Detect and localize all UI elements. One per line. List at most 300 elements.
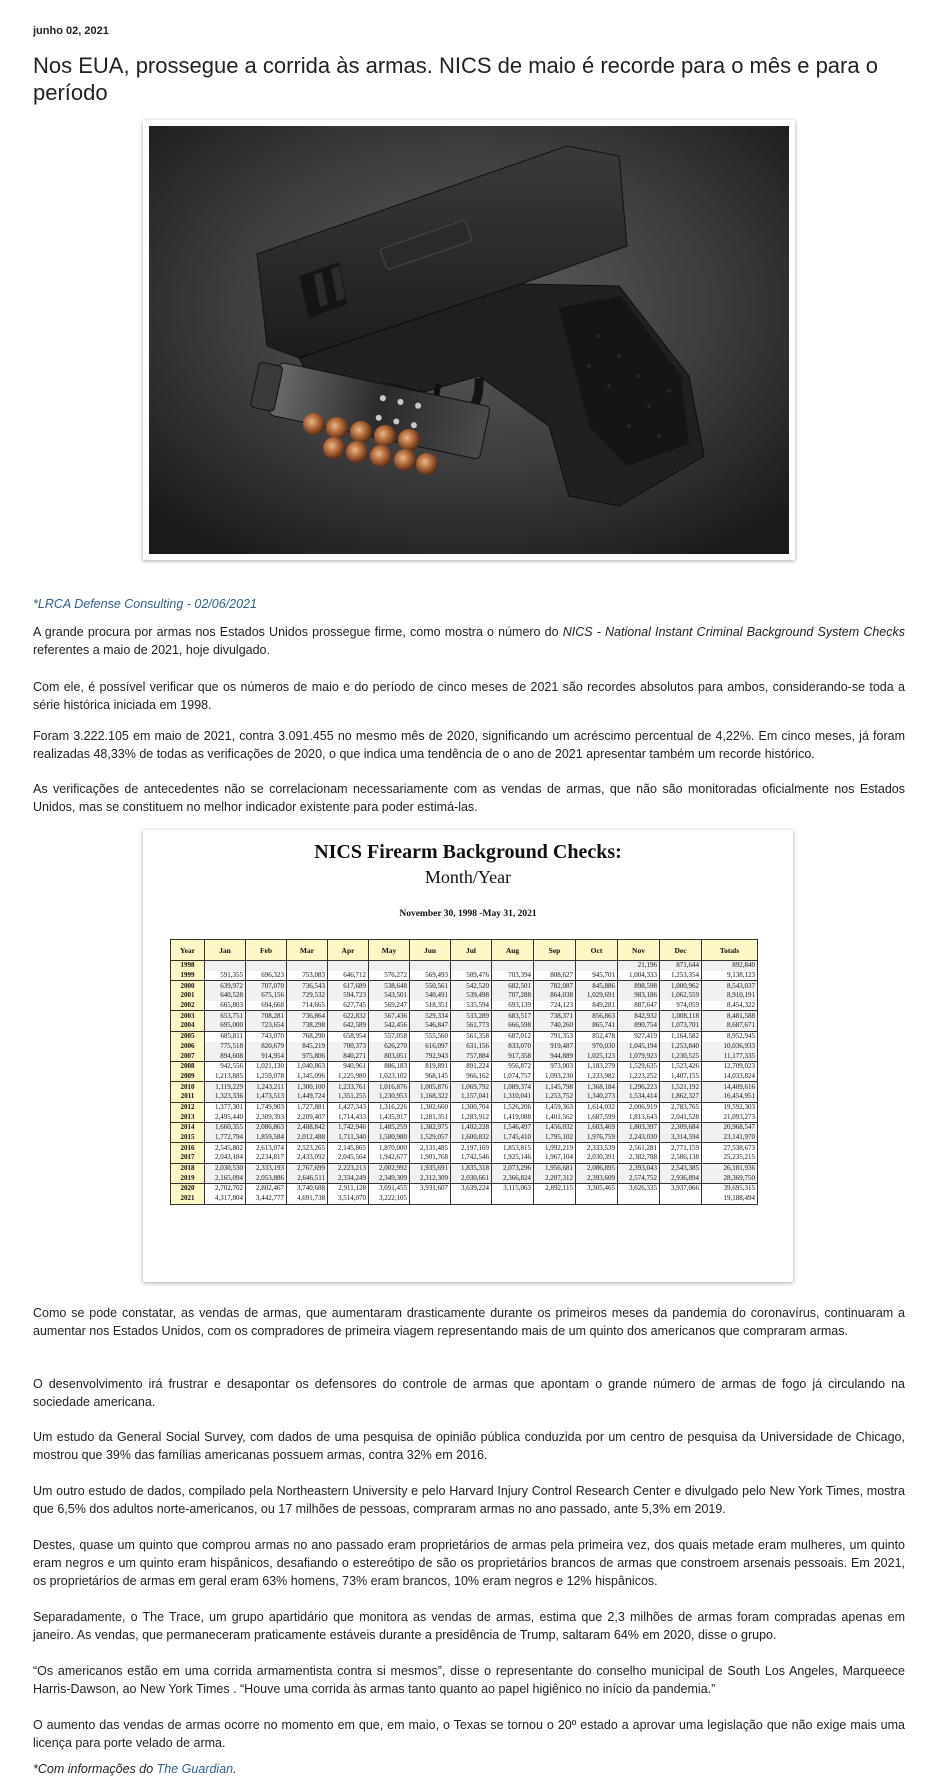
month-cell: 2,771,159 xyxy=(660,1143,702,1153)
month-cell: 1,119,229 xyxy=(205,1082,246,1092)
month-cell: 833,070 xyxy=(492,1042,534,1052)
month-cell: 1,377,301 xyxy=(205,1102,246,1112)
month-cell: 3,442,777 xyxy=(246,1194,287,1204)
month-cell: 1,745,410 xyxy=(492,1133,534,1143)
month-cell: 740,260 xyxy=(534,1021,576,1031)
post-title[interactable]: Nos EUA, prossegue a corrida às armas. NICS de maio é recorde para o mês e para o período xyxy=(33,53,878,105)
column-header: Apr xyxy=(328,940,369,961)
paragraph-4: As verificações de antecedentes não se correlacionam necessariamente com as vendas de armas, que não são monitoradas oficialmente nos Estados Unidos, mas se constituem no melhor indicador existente para poder estimá-las. xyxy=(33,782,905,814)
month-cell: 682,501 xyxy=(492,981,534,991)
month-cell: 1,523,426 xyxy=(660,1061,702,1071)
month-cell: 2,393,043 xyxy=(618,1163,660,1173)
guardian-link[interactable]: The Guardian xyxy=(156,1762,234,1776)
month-cell: 1,296,223 xyxy=(618,1082,660,1092)
month-cell: 696,323 xyxy=(246,971,287,981)
month-cell: 1,079,923 xyxy=(618,1051,660,1061)
paragraph-6: O desenvolvimento irá frustrar e desapontar os defensores do controle de armas que apontam o grande número de armas de fogo já circulando na sociedade americana. xyxy=(33,1377,905,1409)
month-cell: 2,767,699 xyxy=(287,1163,328,1173)
total-cell: 9,138,123 xyxy=(702,971,758,981)
month-cell: 2,586,138 xyxy=(660,1153,702,1163)
month-cell: 2,234,817 xyxy=(246,1153,287,1163)
month-cell: 535,594 xyxy=(451,1001,492,1011)
total-cell: 39,695,315 xyxy=(702,1184,758,1194)
month-cell xyxy=(576,1194,618,1204)
footer-credit-prefix: *Com informações do xyxy=(33,1762,157,1776)
month-cell: 576,272 xyxy=(369,971,410,981)
table-row xyxy=(171,1173,758,1183)
month-cell: 1,302,660 xyxy=(410,1102,451,1112)
month-cell: 753,083 xyxy=(287,971,328,981)
year-cell: 2015 xyxy=(171,1133,205,1143)
month-cell: 917,358 xyxy=(492,1051,534,1061)
month-cell: 1,859,584 xyxy=(246,1133,287,1143)
year-cell: 2005 xyxy=(171,1031,205,1041)
month-cell: 1,004,333 xyxy=(618,971,660,981)
month-cell: 683,517 xyxy=(492,1011,534,1021)
month-cell: 2,802,467 xyxy=(246,1184,287,1194)
month-cell: 1,402,228 xyxy=(451,1123,492,1133)
month-cell: 2,349,309 xyxy=(369,1173,410,1183)
table-row xyxy=(171,1021,758,1031)
month-cell: 944,889 xyxy=(534,1051,576,1061)
footer-credit-suffix: . xyxy=(233,1762,237,1776)
table-row xyxy=(171,1133,758,1143)
month-cell: 729,532 xyxy=(287,991,328,1001)
month-cell xyxy=(246,961,287,971)
month-cell: 1,534,414 xyxy=(618,1092,660,1102)
month-cell: 2,543,385 xyxy=(660,1163,702,1173)
month-cell: 4,317,804 xyxy=(205,1194,246,1204)
month-cell: 1,603,469 xyxy=(576,1123,618,1133)
month-cell: 1,407,155 xyxy=(660,1072,702,1082)
paragraph-8: Um outro estudo de dados, compilado pela Northeastern University e pelo Harvard Injury Control Research Center e divulgado pelo New York Times, mostra que 6,5% dos adultos norte-americanos, ou 17 milhões de pessoas, compraram armas no ano passado, ante 5,3% em 2019. xyxy=(33,1484,905,1516)
month-cell: 639,972 xyxy=(205,981,246,991)
month-cell: 1,835,318 xyxy=(451,1163,492,1173)
table-row xyxy=(171,981,758,991)
nics-table-image[interactable] xyxy=(143,830,793,1282)
month-cell: 1,062,559 xyxy=(660,991,702,1001)
month-cell: 738,371 xyxy=(534,1011,576,1021)
month-cell: 1,992,219 xyxy=(534,1143,576,1153)
month-cell: 2,333,539 xyxy=(576,1143,618,1153)
month-cell: 2,574,752 xyxy=(618,1173,660,1183)
month-cell: 974,059 xyxy=(660,1001,702,1011)
month-cell xyxy=(205,961,246,971)
month-cell: 1,419,088 xyxy=(492,1112,534,1122)
month-cell: 569,247 xyxy=(369,1001,410,1011)
column-header: May xyxy=(369,940,410,961)
month-cell: 3,091,455 xyxy=(369,1184,410,1194)
year-cell: 1999 xyxy=(171,971,205,981)
month-cell: 2,145,865 xyxy=(328,1143,369,1153)
month-cell: 2,209,407 xyxy=(287,1112,328,1122)
month-cell xyxy=(618,1194,660,1204)
month-cell: 3,937,066 xyxy=(660,1184,702,1194)
month-cell: 808,627 xyxy=(534,971,576,981)
month-cell: 956,872 xyxy=(492,1061,534,1071)
month-cell: 1,614,032 xyxy=(576,1102,618,1112)
year-cell: 2020 xyxy=(171,1184,205,1194)
table-row xyxy=(171,1184,758,1194)
month-cell: 1,225,980 xyxy=(328,1072,369,1082)
month-cell: 3,639,224 xyxy=(451,1184,492,1194)
month-cell: 2,165,094 xyxy=(205,1173,246,1183)
month-cell: 782,087 xyxy=(534,981,576,991)
month-cell: 724,123 xyxy=(534,1001,576,1011)
month-cell: 2,523,265 xyxy=(287,1143,328,1153)
month-cell: 983,186 xyxy=(618,991,660,1001)
month-cell: 890,754 xyxy=(618,1021,660,1031)
month-cell: 2,041,528 xyxy=(660,1112,702,1122)
column-header: Sep xyxy=(534,940,576,961)
column-header: Oct xyxy=(576,940,618,961)
month-cell: 1,600,832 xyxy=(451,1133,492,1143)
month-cell: 1,164,582 xyxy=(660,1031,702,1041)
month-cell: 631,156 xyxy=(451,1042,492,1052)
month-cell: 542,456 xyxy=(369,1021,410,1031)
month-cell: 1,016,876 xyxy=(369,1082,410,1092)
month-cell: 2,030,661 xyxy=(451,1173,492,1183)
month-cell: 1,382,975 xyxy=(410,1123,451,1133)
month-cell: 840,271 xyxy=(328,1051,369,1061)
year-cell: 2012 xyxy=(171,1102,205,1112)
month-cell: 666,598 xyxy=(492,1021,534,1031)
month-cell: 975,806 xyxy=(287,1051,328,1061)
column-header: Mar xyxy=(287,940,328,961)
nics-table xyxy=(170,939,758,1205)
month-cell: 1,351,255 xyxy=(328,1092,369,1102)
month-cell: 2,086,895 xyxy=(576,1163,618,1173)
month-cell: 695,000 xyxy=(205,1021,246,1031)
month-cell: 1,281,351 xyxy=(410,1112,451,1122)
month-cell: 1,967,104 xyxy=(534,1153,576,1163)
month-cell: 2,043,184 xyxy=(205,1153,246,1163)
paragraph-7: Um estudo da General Social Survey, com dados de uma pesquisa de opinião pública conduzida por um centro de pesquisa da Universidade de Chicago, mostrou que 39% das famílias americanas possuem armas, contra 32% em 2016. xyxy=(33,1430,905,1462)
month-cell: 891,224 xyxy=(451,1061,492,1071)
paragraph-5: Como se pode constatar, as vendas de armas, que aumentaram drasticamente durante os primeiros meses da pandemia do coronavírus, continuaram a aumentar nos Estados Unidos, com os compradores de primeira viagem representando mais de um quinto dos americanos que compraram armas. xyxy=(33,1306,905,1338)
month-cell: 589,476 xyxy=(451,971,492,981)
month-cell: 894,608 xyxy=(205,1051,246,1061)
year-cell: 2016 xyxy=(171,1143,205,1153)
month-cell: 1,023,102 xyxy=(369,1072,410,1082)
month-cell: 1,029,691 xyxy=(576,991,618,1001)
table-row xyxy=(171,1031,758,1041)
year-cell: 2001 xyxy=(171,991,205,1001)
month-cell: 626,270 xyxy=(369,1042,410,1052)
table-row xyxy=(171,971,758,981)
source-credit[interactable]: *LRCA Defense Consulting - 02/06/2021 xyxy=(33,597,257,611)
month-cell: 1,213,885 xyxy=(205,1072,246,1082)
month-cell: 1,742,946 xyxy=(328,1123,369,1133)
month-cell: 1,074,757 xyxy=(492,1072,534,1082)
month-cell: 1,223,252 xyxy=(618,1072,660,1082)
column-header: Jul xyxy=(451,940,492,961)
month-cell: 942,556 xyxy=(205,1061,246,1071)
month-cell: 768,290 xyxy=(287,1031,328,1041)
total-cell: 892,840 xyxy=(702,961,758,971)
month-cell: 1,687,599 xyxy=(576,1112,618,1122)
month-cell: 2,561,281 xyxy=(618,1143,660,1153)
month-cell xyxy=(328,961,369,971)
total-cell: 8,543,037 xyxy=(702,981,758,991)
total-cell: 25,235,215 xyxy=(702,1153,758,1163)
month-cell xyxy=(492,1194,534,1204)
month-cell: 945,701 xyxy=(576,971,618,981)
column-header: Dec xyxy=(660,940,702,961)
month-cell: 1,230,953 xyxy=(369,1092,410,1102)
month-cell: 1,427,343 xyxy=(328,1102,369,1112)
month-cell: 1,345,096 xyxy=(287,1072,328,1082)
month-cell xyxy=(369,961,410,971)
month-cell: 708,281 xyxy=(246,1011,287,1021)
month-cell: 538,648 xyxy=(369,981,410,991)
month-cell: 646,712 xyxy=(328,971,369,981)
month-cell: 2,495,440 xyxy=(205,1112,246,1122)
month-cell: 714,665 xyxy=(287,1001,328,1011)
month-cell: 617,689 xyxy=(328,981,369,991)
month-cell: 2,002,992 xyxy=(369,1163,410,1173)
month-cell: 1,073,701 xyxy=(660,1021,702,1031)
month-cell: 1,714,433 xyxy=(328,1112,369,1122)
total-cell: 19,188,494 xyxy=(702,1194,758,1204)
month-cell: 1,853,815 xyxy=(492,1143,534,1153)
total-cell: 26,181,936 xyxy=(702,1163,758,1173)
paragraph-9: Destes, quase um quinto que comprou armas no ano passado eram proprietários de armas pela primeira vez, dos quais metade eram mulheres, um quinto eram negros e um quinto eram hispânicos, desafiando o estereótipo de são os proprietários brancos de armas que constroem arsenais pessoais. Em 2021, os proprietários de armas em geral eram 63% homens, 73% eram brancos, 10% eram negros e 12% hispânicos. xyxy=(33,1538,905,1588)
table-period: November 30, 1998 -May 31, 2021 xyxy=(399,909,537,919)
month-cell: 1,813,643 xyxy=(618,1112,660,1122)
month-cell: 1,456,032 xyxy=(534,1123,576,1133)
month-cell: 594,723 xyxy=(328,991,369,1001)
table-row xyxy=(171,1092,758,1102)
year-cell: 2009 xyxy=(171,1072,205,1082)
month-cell: 738,298 xyxy=(287,1021,328,1031)
month-cell: 2,613,074 xyxy=(246,1143,287,1153)
month-cell: 707,070 xyxy=(246,981,287,991)
month-cell: 640,528 xyxy=(205,991,246,1001)
year-cell: 2013 xyxy=(171,1112,205,1122)
month-cell: 1,529,635 xyxy=(618,1061,660,1071)
month-cell: 2,646,511 xyxy=(287,1173,328,1183)
month-cell: 2,006,919 xyxy=(618,1102,660,1112)
total-cell: 20,968,547 xyxy=(702,1123,758,1133)
table-row xyxy=(171,1163,758,1173)
month-cell: 1,401,562 xyxy=(534,1112,576,1122)
month-cell: 1,485,259 xyxy=(369,1123,410,1133)
month-cell: 3,305,465 xyxy=(576,1184,618,1194)
month-cell: 3,626,335 xyxy=(618,1184,660,1194)
month-cell: 1,901,768 xyxy=(410,1153,451,1163)
month-cell: 1,323,336 xyxy=(205,1092,246,1102)
month-cell: 1,368,184 xyxy=(576,1082,618,1092)
table-row xyxy=(171,961,758,971)
paragraph-2: Com ele, é possível verificar que os números de maio e do período de cinco meses de 2021 são recordes absolutos para ambos, considerando-se toda a série histórica iniciada em 1998. xyxy=(33,680,905,712)
table-title: NICS Firearm Background Checks: xyxy=(314,841,622,863)
month-cell: 1,956,681 xyxy=(534,1163,576,1173)
month-cell: 1,183,279 xyxy=(576,1061,618,1071)
month-cell: 2,366,824 xyxy=(492,1173,534,1183)
total-cell: 8,952,945 xyxy=(702,1031,758,1041)
month-cell: 21,196 xyxy=(618,961,660,971)
month-cell: 819,891 xyxy=(410,1061,451,1071)
month-cell: 940,961 xyxy=(328,1061,369,1071)
month-cell: 703,394 xyxy=(492,971,534,981)
month-cell: 1,942,677 xyxy=(369,1153,410,1163)
month-cell: 687,012 xyxy=(492,1031,534,1041)
table-row xyxy=(171,1072,758,1082)
month-cell: 642,589 xyxy=(328,1021,369,1031)
month-cell: 3,314,594 xyxy=(660,1133,702,1143)
month-cell: 849,281 xyxy=(576,1001,618,1011)
month-cell xyxy=(451,961,492,971)
pistol-photo[interactable] xyxy=(149,126,789,554)
month-cell: 2,911,128 xyxy=(328,1184,369,1194)
paragraph-11: “Os americanos estão em uma corrida armamentista contra si mesmos”, disse o representante do conselho municipal de South Los Angeles, Marqueece Harris-Dawson, ao New York Times . “Houve uma corrida às armas tanto quanto ao papel higiênico no início da pandemia.” xyxy=(33,1664,905,1696)
paragraph-3: Foram 3.222.105 em maio de 2021, contra 3.091.455 no mesmo mês de 2020, significando um acréscimo percentual de 4,22%. Em cinco meses, já foram realizadas 48,33% de todas as verificações de 2020, o que indica uma tendência de o ano de 2021 apresentar também um recorde histórico. xyxy=(33,729,905,761)
month-cell xyxy=(534,961,576,971)
table-row xyxy=(171,1011,758,1021)
month-cell: 1,935,691 xyxy=(410,1163,451,1173)
month-cell: 4,691,738 xyxy=(287,1194,328,1204)
month-cell: 1,253,354 xyxy=(660,971,702,981)
paragraph-1-text-end: referentes a maio de 2021, hoje divulgado. xyxy=(33,643,270,657)
month-cell: 543,501 xyxy=(369,991,410,1001)
month-cell: 1,660,355 xyxy=(205,1123,246,1133)
month-cell: 3,931,607 xyxy=(410,1184,451,1194)
month-cell: 2,488,842 xyxy=(287,1123,328,1133)
footer-credit xyxy=(33,1762,237,1776)
month-cell: 820,679 xyxy=(246,1042,287,1052)
month-cell: 1,526,206 xyxy=(492,1102,534,1112)
month-cell: 968,145 xyxy=(410,1072,451,1082)
month-cell: 842,932 xyxy=(618,1011,660,1021)
month-cell: 539,498 xyxy=(451,991,492,1001)
month-cell: 561,773 xyxy=(451,1021,492,1031)
month-cell: 1,300,100 xyxy=(287,1082,328,1092)
month-cell: 694,668 xyxy=(246,1001,287,1011)
month-cell: 1,000,962 xyxy=(660,981,702,991)
month-cell: 1,093,230 xyxy=(534,1072,576,1082)
month-cell: 2,207,312 xyxy=(534,1173,576,1183)
month-cell: 700,373 xyxy=(328,1042,369,1052)
month-cell: 3,740,688 xyxy=(287,1184,328,1194)
month-cell: 1,168,322 xyxy=(410,1092,451,1102)
month-cell: 856,863 xyxy=(576,1011,618,1021)
year-cell: 2019 xyxy=(171,1173,205,1183)
month-cell: 2,309,684 xyxy=(660,1123,702,1133)
month-cell: 2,309,393 xyxy=(246,1112,287,1122)
month-cell: 685,811 xyxy=(205,1031,246,1041)
total-cell: 11,177,335 xyxy=(702,1051,758,1061)
month-cell: 542,520 xyxy=(451,981,492,991)
year-cell: 2000 xyxy=(171,981,205,991)
column-header: Jan xyxy=(205,940,246,961)
total-cell: 8,454,322 xyxy=(702,1001,758,1011)
paragraph-1 xyxy=(33,623,905,659)
table-row xyxy=(171,1102,758,1112)
column-header: Jun xyxy=(410,940,451,961)
year-cell: 1998 xyxy=(171,961,205,971)
month-cell: 550,561 xyxy=(410,981,451,991)
month-cell xyxy=(576,961,618,971)
month-cell: 792,943 xyxy=(410,1051,451,1061)
month-cell: 693,139 xyxy=(492,1001,534,1011)
month-cell: 1,862,327 xyxy=(660,1092,702,1102)
month-cell: 707,288 xyxy=(492,991,534,1001)
month-cell: 2,012,488 xyxy=(287,1133,328,1143)
month-cell: 966,162 xyxy=(451,1072,492,1082)
month-cell: 1,089,374 xyxy=(492,1082,534,1092)
month-cell: 2,053,886 xyxy=(246,1173,287,1183)
pistol-photo-frame[interactable] xyxy=(143,120,795,560)
month-cell: 845,886 xyxy=(576,981,618,991)
table-row xyxy=(171,1123,758,1133)
month-cell: 1,473,513 xyxy=(246,1092,287,1102)
month-cell: 1,316,226 xyxy=(369,1102,410,1112)
total-cell: 10,036,933 xyxy=(702,1042,758,1052)
month-cell: 1,742,546 xyxy=(451,1153,492,1163)
total-cell: 12,709,023 xyxy=(702,1061,758,1071)
month-cell: 1,157,041 xyxy=(451,1092,492,1102)
month-cell: 1,253,752 xyxy=(534,1092,576,1102)
column-header: Totals xyxy=(702,940,758,961)
year-cell: 2010 xyxy=(171,1082,205,1092)
month-cell: 540,491 xyxy=(410,991,451,1001)
month-cell: 2,702,702 xyxy=(205,1184,246,1194)
month-cell: 1,449,724 xyxy=(287,1092,328,1102)
total-cell: 23,141,970 xyxy=(702,1133,758,1143)
total-cell: 19,592,303 xyxy=(702,1102,758,1112)
month-cell: 627,745 xyxy=(328,1001,369,1011)
month-cell: 845,219 xyxy=(287,1042,328,1052)
table-subtitle: Month/Year xyxy=(424,867,512,887)
month-cell: 533,289 xyxy=(451,1011,492,1021)
year-cell: 2011 xyxy=(171,1092,205,1102)
month-cell: 1,521,192 xyxy=(660,1082,702,1092)
month-cell: 1,021,130 xyxy=(246,1061,287,1071)
month-cell: 1,459,363 xyxy=(534,1102,576,1112)
month-cell: 1,045,194 xyxy=(618,1042,660,1052)
month-cell: 1,300,704 xyxy=(451,1102,492,1112)
year-cell: 2014 xyxy=(171,1123,205,1133)
month-cell: 567,436 xyxy=(369,1011,410,1021)
month-cell: 2,073,296 xyxy=(492,1163,534,1173)
month-cell: 1,435,917 xyxy=(369,1112,410,1122)
month-cell: 1,253,840 xyxy=(660,1042,702,1052)
paragraph-1-text: A grande procura por armas nos Estados Unidos prossegue firme, como mostra o número do xyxy=(33,625,563,639)
year-cell: 2004 xyxy=(171,1021,205,1031)
month-cell xyxy=(410,1194,451,1204)
month-cell: 2,334,249 xyxy=(328,1173,369,1183)
month-cell: 1,870,000 xyxy=(369,1143,410,1153)
column-header: Feb xyxy=(246,940,287,961)
month-cell: 675,156 xyxy=(246,991,287,1001)
month-cell: 973,003 xyxy=(534,1061,576,1071)
month-cell xyxy=(451,1194,492,1204)
month-cell: 622,832 xyxy=(328,1011,369,1021)
month-cell: 2,936,894 xyxy=(660,1173,702,1183)
month-cell: 2,030,530 xyxy=(205,1163,246,1173)
month-cell: 1,711,340 xyxy=(328,1133,369,1143)
month-cell: 2,030,391 xyxy=(576,1153,618,1163)
table-row xyxy=(171,1082,758,1092)
month-cell: 1,008,118 xyxy=(660,1011,702,1021)
month-cell: 1,310,041 xyxy=(492,1092,534,1102)
month-cell: 665,803 xyxy=(205,1001,246,1011)
month-cell: 2,243,030 xyxy=(618,1133,660,1143)
table-row xyxy=(171,1051,758,1061)
month-cell: 2,892,115 xyxy=(534,1184,576,1194)
month-cell: 914,954 xyxy=(246,1051,287,1061)
